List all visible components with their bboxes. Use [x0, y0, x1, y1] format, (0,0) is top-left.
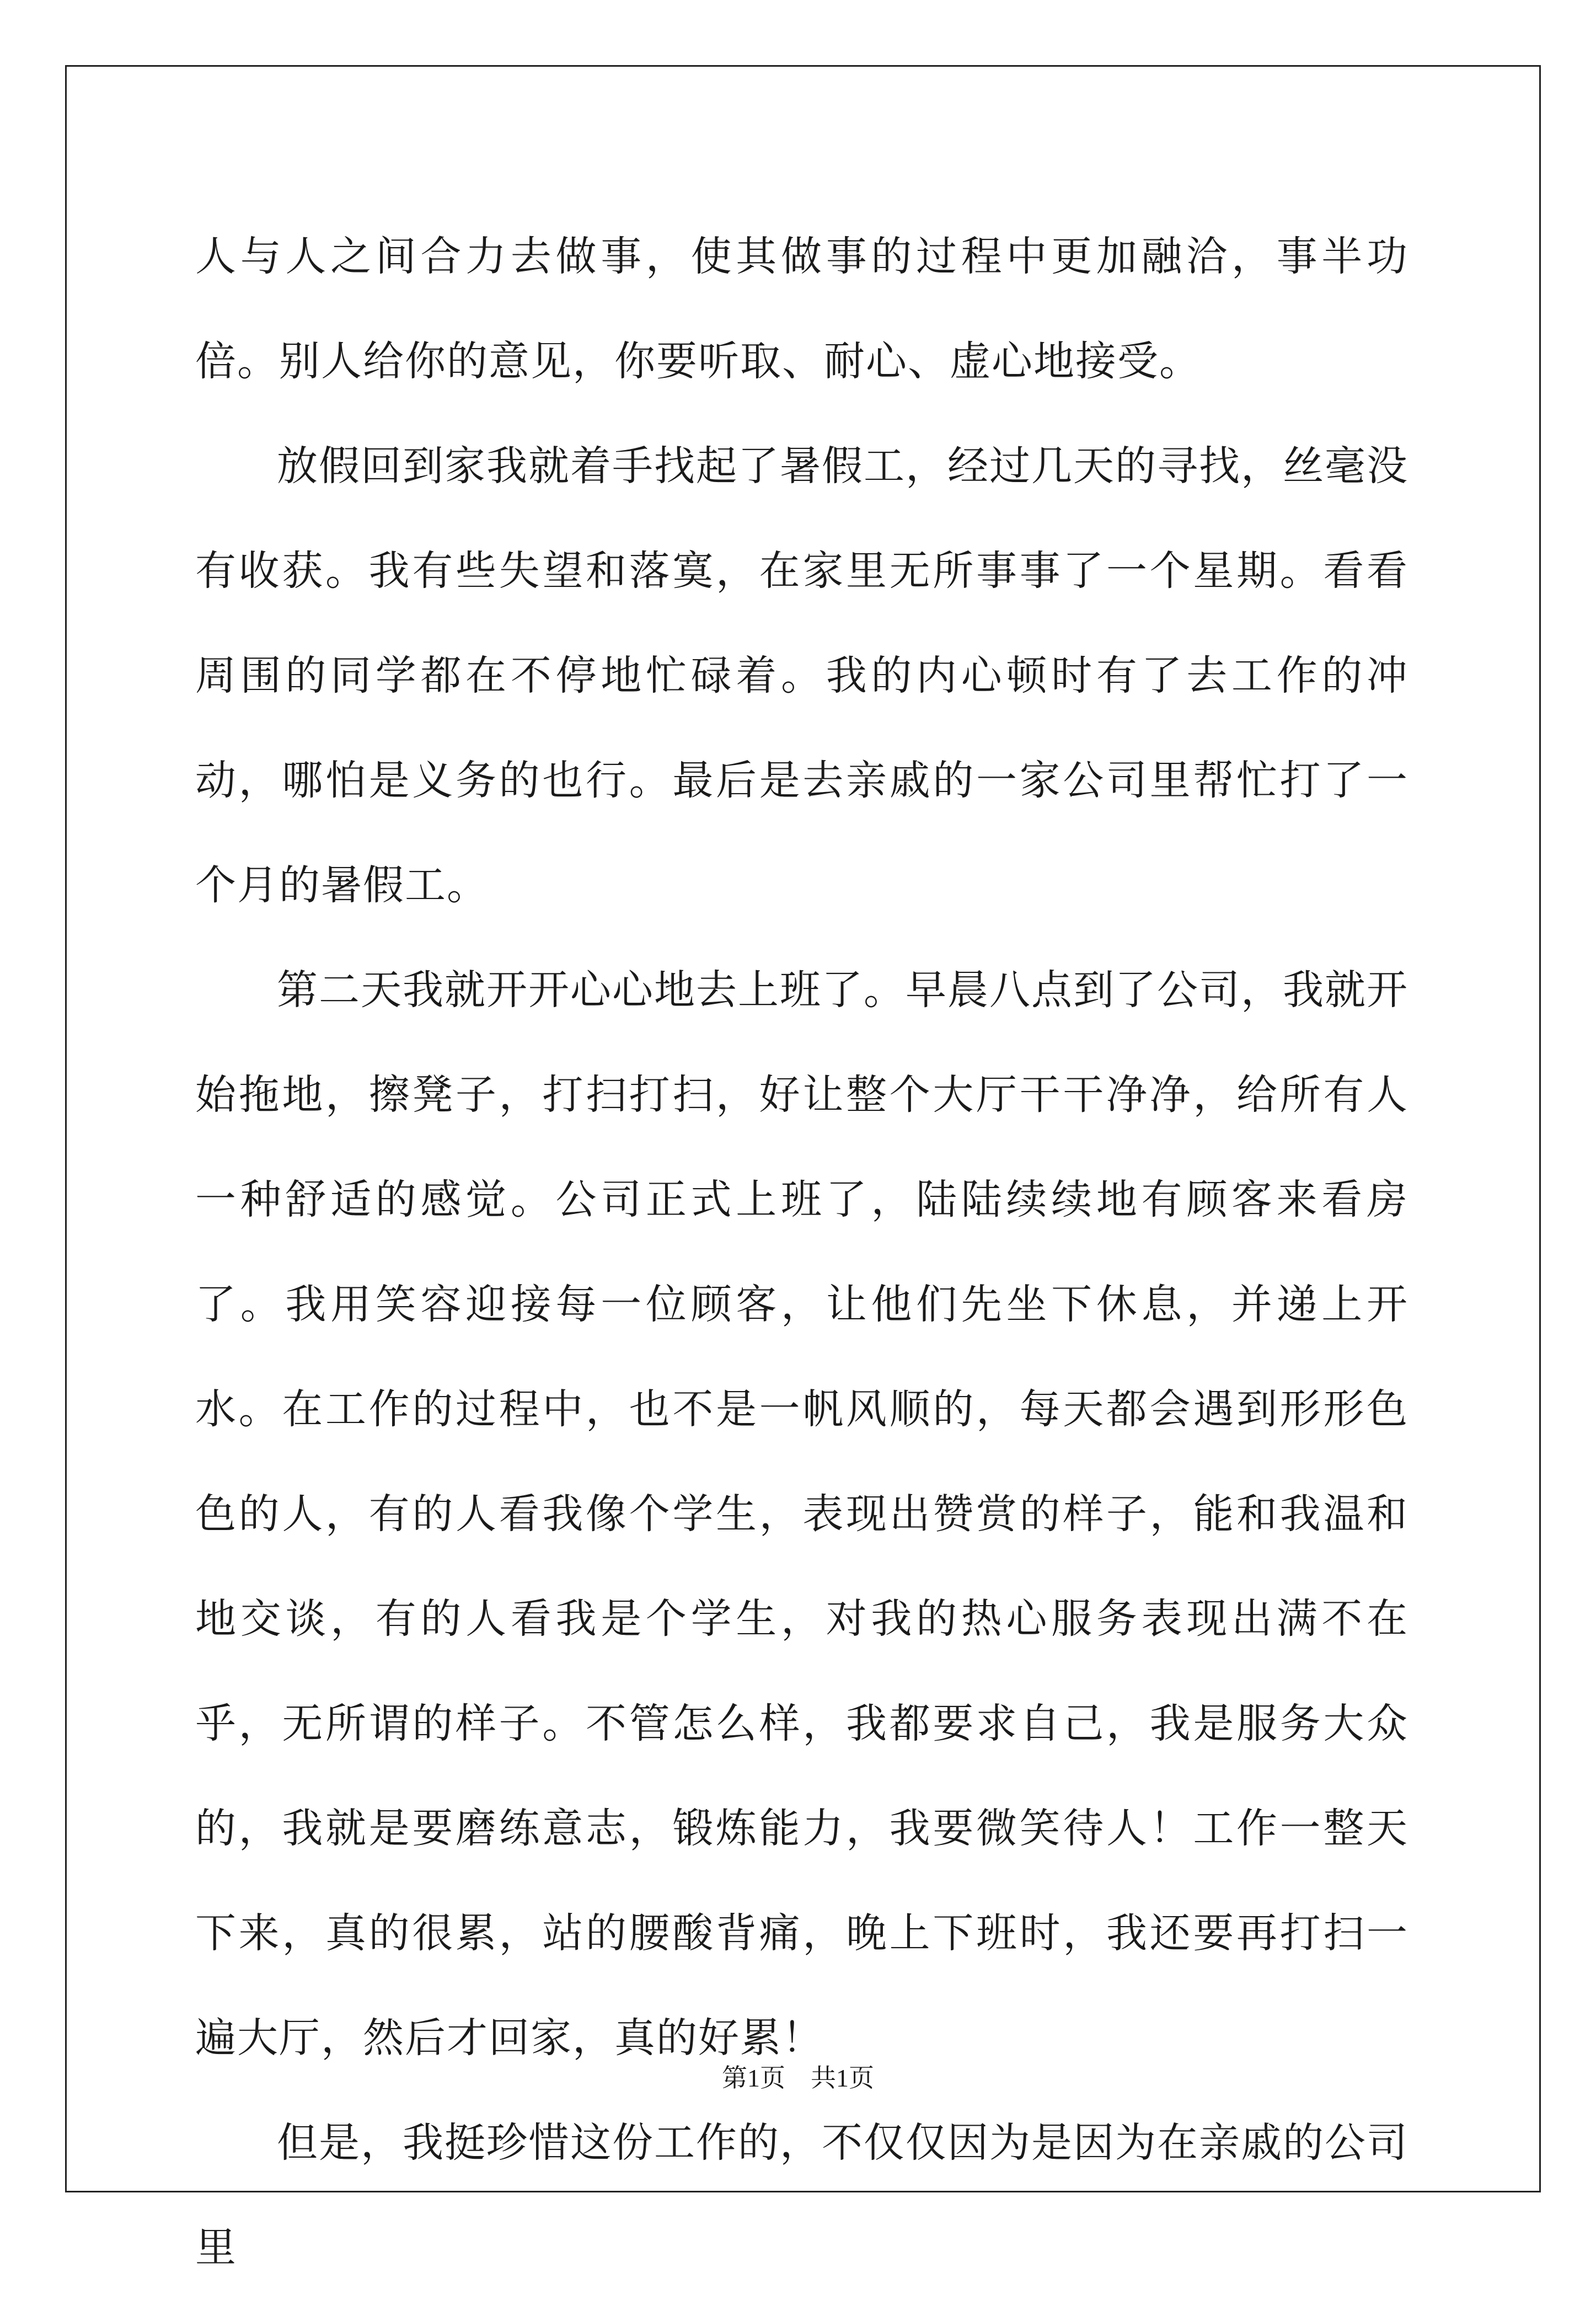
- page-footer: [0, 2062, 1596, 2095]
- page-total: 共1页: [811, 2064, 874, 2092]
- page-number: 第1页: [722, 2064, 785, 2092]
- paragraph-2: 放假回到家我就着手找起了暑假工，经过几天的寻找，丝毫没有收获。我有些失望和落寞，在家里无所事事了一个星期。看看周围的同学都在不停地忙碌着。我的内心顿时有了去工作的冲动，哪怕是义务的也行。最后是去亲戚的一家公司里帮忙打了一个月的暑假工。: [195, 442, 1408, 909]
- paragraph-1: 人与人之间合力去做事，使其做事的过程中更加融洽，事半功倍。别人给你的意见，你要听取、耐心、虚心地接受。: [195, 233, 1408, 385]
- paragraph-3: 第二天我就开开心心地去上班了。早晨八点到了公司，我就开始拖地，擦凳子，打扫打扫，好让整个大厅干干净净，给所有人一种舒适的感觉。公司正式上班了，陆陆续续地有顾客来看房了。我用笑容迎接每一位顾客，让他们先坐下休息，并递上开水。在工作的过程中，也不是一帆风顺的，每天都会遇到形形色色的人，有的人看我像个学生，表现出赞赏的样子，能和我温和地交谈，有的人看我是个学生，对我的热心服务表现出满不在乎，无所谓的样子。不管怎么样，我都要求自己，我是服务大众的，我就是要磨练意志，锻炼能力，我要微笑待人！工作一整天下来，真的很累，站的腰酸背痛，晚上下班时，我还要再打扫一遍大厅，然后才回家，真的好累！: [195, 966, 1408, 2062]
- document-body: [195, 204, 1408, 2300]
- paragraph-4: 但是，我挺珍惜这份工作的，不仅仅因为是因为在亲戚的公司里: [195, 2119, 1408, 2271]
